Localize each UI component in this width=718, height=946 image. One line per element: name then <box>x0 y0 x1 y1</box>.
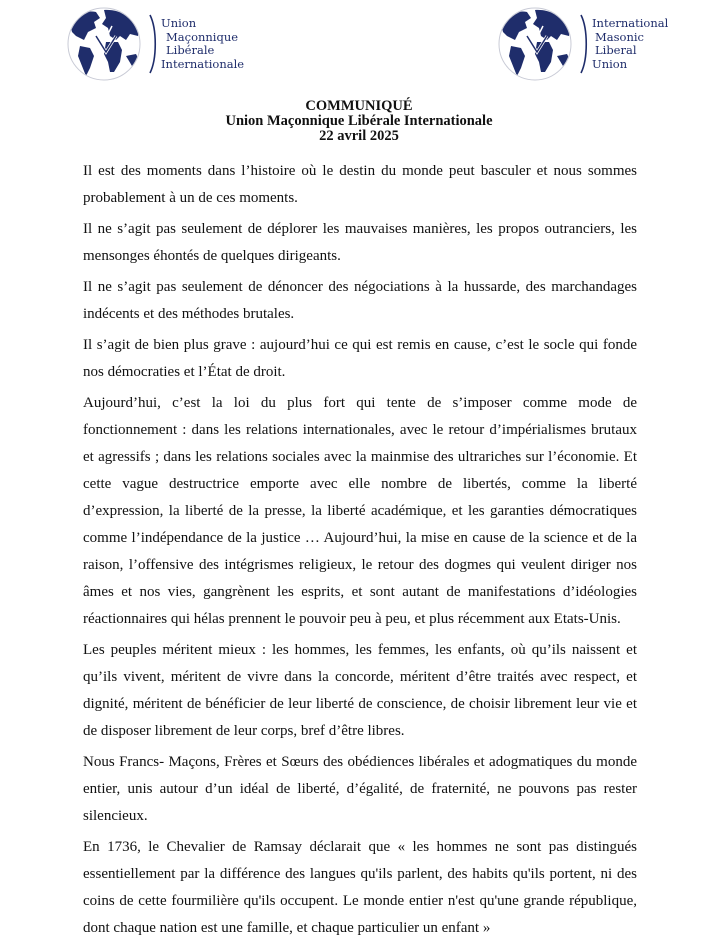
paragraph: Il est des moments dans l’histoire où le destin du monde peut basculer et nous sommes probablement à un de ces moments. <box>83 163 637 206</box>
logo-line: Union <box>161 16 197 30</box>
logo-line: Maçonnique <box>166 29 239 44</box>
paragraph: Nous Francs- Maçons, Frères et Sœurs des obédiences libérales et adogmatiques du monde entier, unis autour d’un idéal de liberté, d’égalité, de fraternité, ne pouvons pas rester silencieux. <box>83 754 637 824</box>
paragraph: Aujourd’hui, c’est la loi du plus fort qui tente de s’imposer comme mode de fonctionnement : dans les relations internationales, avec le retour d’impérialismes brutaux et agressifs ; dans les relations sociales avec la mainmise des ultrariches sur l’économie. Et cette vague destructrice emporte avec elle nombre de libertés, comme la liberté d’expression, la liberté de la presse, la liberté académique, et les garanties démocratiques comme l’indépendance de la justice … Aujourd’hui, la mise en cause de la science et de la raison, l’offensive des intégrismes religieux, le retour des dogmes qui veulent diriger nos âmes et nos vies, gangrènent les esprits, et sont autant de manifestations d’idéologies réactionnaires qui hélas prennent le pouvoir peu à peu, et plus récemment aux Etats-Unis. <box>83 395 637 627</box>
logo-line: Liberal <box>595 43 637 57</box>
document-body <box>83 158 637 946</box>
paragraph: Il s’agit de bien plus grave : aujourd’hui ce qui est remis en cause, c’est le socle qui fonde nos démocraties et l’État de droit. <box>83 337 637 380</box>
organization-name: Union Maçonnique Libérale Internationale <box>225 113 493 129</box>
paragraph: Il ne s’agit pas seulement de déplorer les mauvaises manières, les propos outranciers, les mensonges éhontés de quelques dirigeants. <box>83 221 637 264</box>
logo-text-umli <box>161 17 244 71</box>
logo-umli <box>66 6 244 82</box>
logo-line: Internationale <box>161 56 245 71</box>
logo-line: International <box>592 16 669 30</box>
paragraph: Il ne s’agit pas seulement de dénoncer des négociations à la hussarde, des marchandages indécents et des méthodes brutales. <box>83 279 637 322</box>
globe-square-compass-icon <box>66 6 146 82</box>
logo-imlu <box>497 6 668 82</box>
paragraph: En 1736, le Chevalier de Ramsay déclarait que « les hommes ne sont pas distingués essentiellement par la différence des langues qu'ils parlent, des habits qu'ils portent, ni des coins de cette fourmilière qu'ils occupent. Le monde entier n'est qu'une grande république, dont chaque nation est une famille, et chaque particulier un enfant » <box>83 839 637 936</box>
bracket-divider <box>579 13 589 75</box>
document-date: 22 avril 2025 <box>319 128 399 144</box>
logo-line: Union <box>592 56 628 71</box>
bracket-divider <box>148 13 158 75</box>
logo-line: Libérale <box>166 43 215 57</box>
document-title: COMMUNIQUÉ <box>305 98 413 114</box>
paragraph: Les peuples méritent mieux : les hommes, les femmes, les enfants, où qu’ils naissent et qu’ils vivent, méritent de vivre dans la concorde, méritent d’être traités avec respect, et dignité, méritent de bénéficier de leur liberté de conscience, de choisir librement leur vie et de disposer librement de leur corps, bref d’être libres. <box>83 642 637 739</box>
communique-header <box>0 99 718 144</box>
logo-text-imlu <box>592 17 668 71</box>
globe-square-compass-icon <box>497 6 577 82</box>
logo-line: Masonic <box>595 29 644 44</box>
